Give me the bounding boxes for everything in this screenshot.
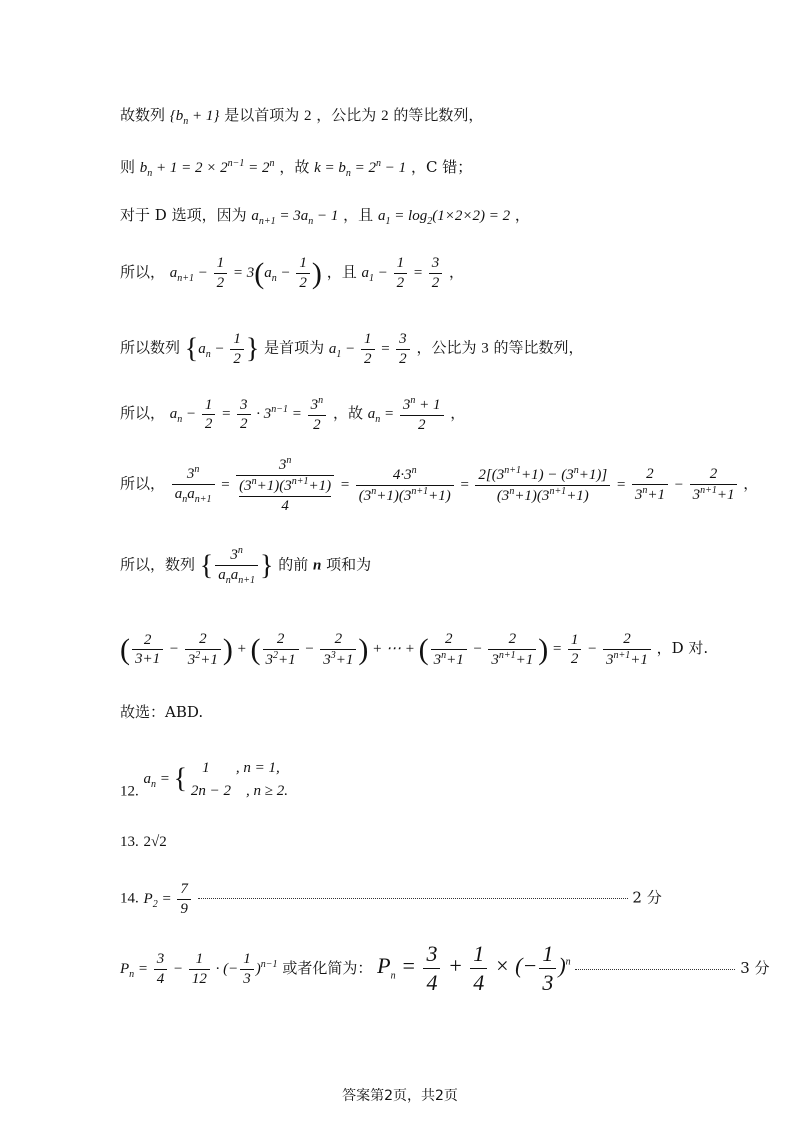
line-sequence-an-half	[120, 330, 584, 369]
text: 所以，	[120, 474, 166, 493]
formula-a1-half: $a_1$ − $\frac{1}{2}$ = $\frac{3}{2}$	[362, 265, 445, 281]
formula-pn-small: $P_n$ = $\frac{3}{4}$ − $\frac{1}{12}$ · (− $\frac{1}{3}$ )$^{n-1}$	[120, 951, 278, 988]
variable-n: n	[313, 557, 322, 574]
formula-transform: $a_{n+1}$ − $\frac{1}{2}$ = $3(a_n$ − $\frac{1}{2}$ )	[169, 255, 322, 291]
formula-piecewise: $a_n$ = { 1 , n = 1, 2n − 2 , n ≥ 2.	[143, 760, 288, 799]
text: 是以首项为	[224, 106, 300, 124]
text: 项和为	[326, 555, 372, 574]
value: 3	[481, 340, 489, 357]
line-an-general	[120, 395, 465, 435]
line-pn	[120, 940, 770, 996]
text: 是首项为	[264, 338, 325, 357]
text: 所以，数列	[120, 555, 196, 574]
formula-recurrence: $a_{n+1} = 3a_n - 1$	[251, 208, 339, 227]
formula-set: {$a_n$ − $\frac{1}{2}$ }	[184, 331, 260, 367]
text: ，故	[279, 158, 310, 176]
score: 2 分	[632, 888, 662, 907]
formula-set-frac: { $\frac{3^n}{a_na_{n+1}}$ }	[199, 545, 274, 586]
text: ，	[450, 404, 466, 423]
value: 2	[381, 108, 389, 124]
line-q14	[120, 880, 662, 919]
formula-an-minus-half: $a_n$ − $\frac{1}{2}$ = $\frac{3}{2}$ · $3^{n-1}$ = $\frac{3^n}{2}$	[170, 406, 328, 422]
formula-first-term: $a_1$ − $\frac{1}{2}$ = $\frac{3}{2}$	[329, 341, 412, 357]
text: ，C 错；	[410, 158, 473, 176]
page-footer: 答案第2页，共2页	[342, 1088, 458, 1104]
text: 对于 D 选项，因为	[120, 206, 247, 224]
line-geometric-sequence	[120, 106, 483, 128]
line-q12	[120, 757, 288, 802]
formula-an: $a_n$ = $\frac{3^n + 1}{2}$	[368, 406, 446, 422]
text: ，且	[326, 262, 357, 281]
line-q13	[120, 833, 167, 853]
score: 3 分	[740, 959, 770, 978]
line-split-term	[120, 455, 758, 515]
text: 则	[120, 158, 136, 176]
value: 2	[304, 108, 312, 124]
line-sum	[120, 630, 708, 670]
text: ，	[743, 474, 759, 493]
formula-a1: $a_1 = \log_2(1\times 2\times 2) = 2$	[377, 208, 511, 227]
text: 所以，	[120, 262, 166, 281]
text: ，故	[332, 404, 363, 423]
text: 的等比数列，	[393, 106, 484, 124]
formula-bn-plus-1: $\{b_n + 1\}$	[169, 108, 220, 127]
text: 故选：ABD.	[120, 703, 204, 721]
text: 的等比数列，	[493, 338, 584, 357]
formula-root: 2√2	[143, 834, 167, 850]
text: 的前	[278, 555, 309, 574]
line-answer-choice	[120, 703, 203, 723]
text: 故数列	[120, 106, 166, 124]
formula-sum: ( $\frac{2}{3+1}$ − $\frac{2}{3^2+1}$ ) + ( $\frac{2}{3^2+1}$ − $\frac{2}{3^3+1}$ ) + ⋯ + ( $\frac{2}{3^n+1}$ − $\frac{2}{3^{n+1}+1}$ ) = $\frac{1}{2}$ − $\frac{2}{3^{n+1}+1}$	[120, 641, 657, 657]
text: ，	[449, 262, 465, 281]
text: ，公比为	[316, 106, 377, 124]
line-bn-formula	[120, 157, 472, 180]
text: 所以数列	[120, 338, 181, 357]
text: ，	[514, 206, 530, 224]
text: 或者化简为：	[282, 959, 373, 978]
formula-bn: $b_n + 1 = 2 \times 2^{n-1} = 2^n$	[139, 158, 275, 179]
text: ，且	[343, 206, 374, 224]
formula-pn-large: $P_n$ = $\frac{3}{4}$ + $\frac{1}{4}$ × (− $\frac{1}{3}$ )$^n$	[377, 941, 571, 995]
formula-k: $k = b_n = 2^n - 1$	[314, 158, 407, 179]
dotted-leader	[575, 969, 735, 970]
text: ，D 对.	[656, 639, 709, 658]
question-number: 14.	[120, 890, 139, 907]
question-number: 12.	[120, 783, 139, 800]
text: ，公比为	[416, 338, 477, 357]
text: 所以，	[120, 404, 166, 423]
line-sum-intro	[120, 545, 371, 587]
formula-telescoping: $\frac{3^n}{a_na_{n+1}}$ = 3$^n$ $(3^n+1)(3^{n+1}+1)$ 4 = $\frac{4\cdot 3^n}{(3^n+1)(3^{n+1}+1)}$ = $\frac{2[(3^{n+1}+1) - (3^n+1)]}{(3^n+1)(3^{n+1}+1)}$ = $\frac{2}{3^n+1}$ − $\frac{2}{3^{n+1}+1}$	[170, 477, 743, 493]
line-transform	[120, 254, 464, 293]
dotted-leader	[198, 898, 628, 899]
formula-p2: $P_2$ = $\frac{7}{9}$	[144, 891, 193, 907]
question-number: 13.	[120, 834, 139, 850]
line-option-d	[120, 206, 530, 228]
